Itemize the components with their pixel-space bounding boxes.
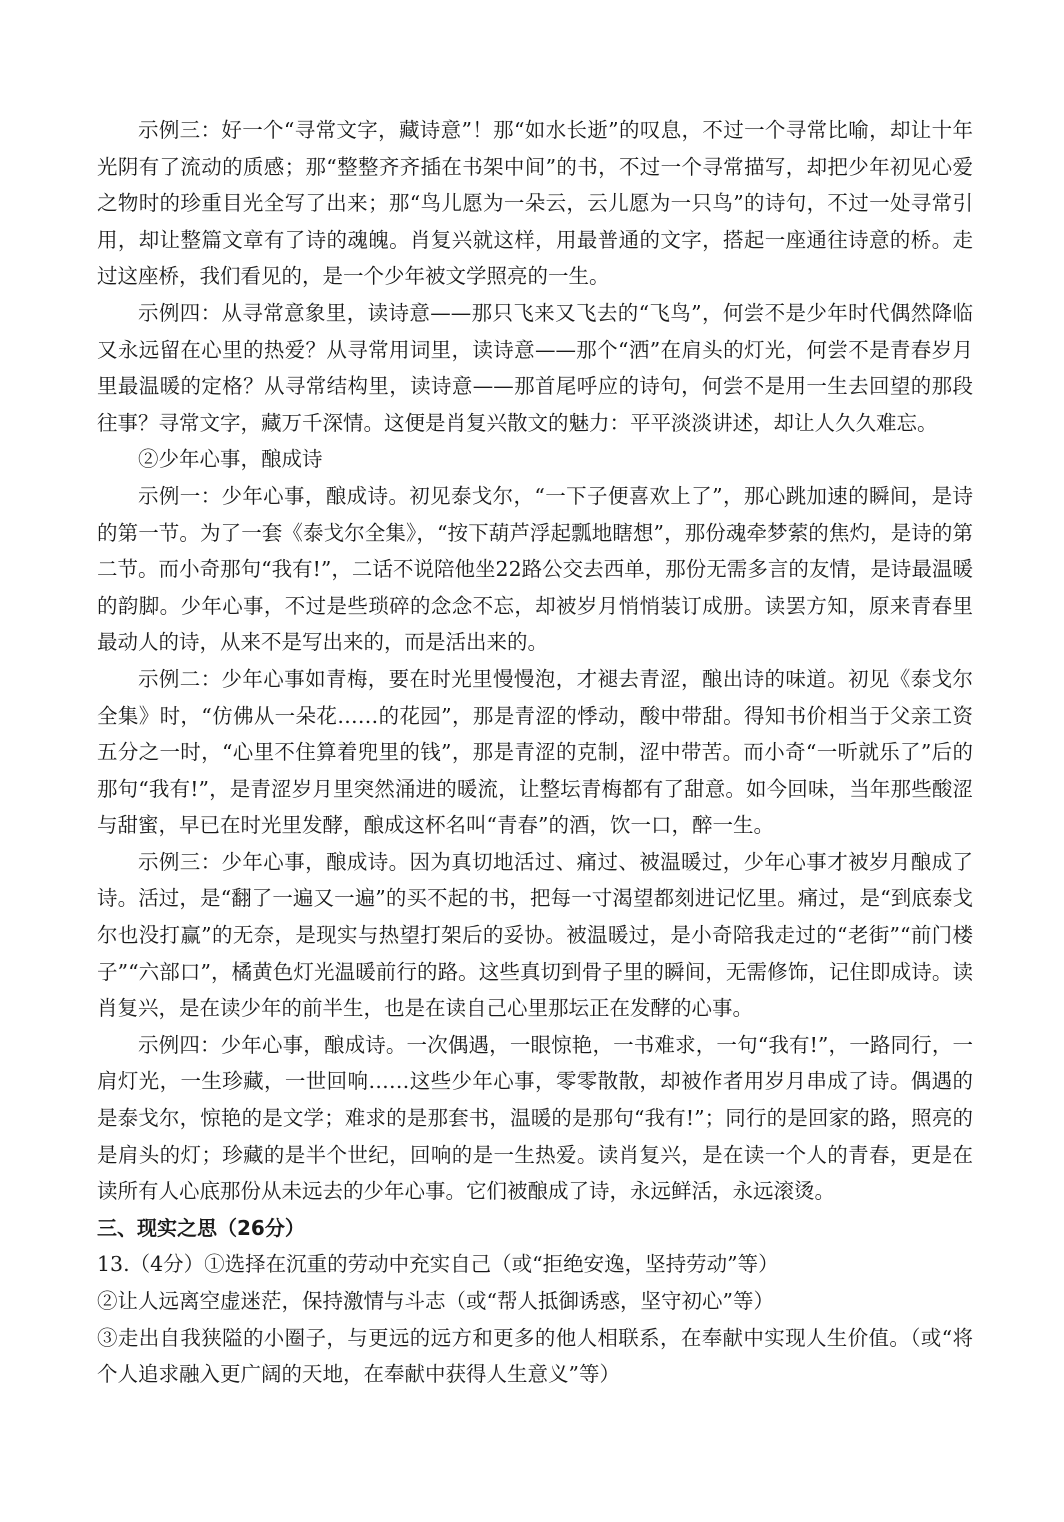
example-paragraph: 示例二：少年心事如青梅，要在时光里慢慢泡，才褪去青涩，酿出诗的味道。初见《泰戈尔全集》时，“仿佛从一朵花……的花园”，那是青涩的悸动，酸中带甜。得知书价相当于父亲工资五分之一时，“心里不住算着兜里的钱”，那是青涩的克制，涩中带苦。而小奇“一听就乐了”后的那句“我有!”，是青涩岁月里突然涌进的暖流，让整坛青梅都有了甜意。如今回味，当年那些酸涩与甜蜜，早已在时光里发酵，酿成这杯名叫“青春”的酒，饮一口，醉一生。 xyxy=(97,666,973,838)
answer-line: 13.（4分）①选择在沉重的劳动中充实自己（或“拒绝安逸，坚持劳动”等） xyxy=(97,1252,779,1277)
answer-line: ②让人远离空虚迷茫，保持激情与斗志（或“帮人抵御诱惑，坚守初心”等） xyxy=(97,1289,774,1313)
example-paragraph: 示例三：少年心事，酿成诗。因为真切地活过、痛过、被温暖过，少年心事才被岁月酿成了诗。活过，是“翻了一遍又一遍”的买不起的书，把每一寸渴望都刻进记忆里。痛过，是“到底泰戈尔也没打赢”的无奈，是现实与热望打架后的妥协。被温暖过，是小奇陪我走过的“老街”“前门楼子”“六部口”，橘黄色灯光温暖前行的路。这些真切到骨子里的瞬间，无需修饰，记住即成诗。读肖复兴，是在读少年的前半生，也是在读自己心里那坛正在发酵的心事。 xyxy=(97,849,973,1021)
document-page xyxy=(97,112,973,1393)
sub-heading: ②少年心事，酿成诗 xyxy=(138,447,323,472)
example-paragraph: 示例一：少年心事，酿成诗。初见泰戈尔，“一下子便喜欢上了”，那心跳加速的瞬间，是诗的第一节。为了一套《泰戈尔全集》，“按下葫芦浮起瓢地瞎想”，那份魂牵梦萦的焦灼，是诗的第二节。而小奇那句“我有!”，二话不说陪他坐22路公交去西单，那份无需多言的友情，是诗最温暖的韵脚。少年心事，不过是些琐碎的念念不忘，却被岁月悄悄装订成册。读罢方知，原来青春里最动人的诗，从来不是写出来的，而是活出来的。 xyxy=(97,483,973,655)
answer-line: ③走出自我狭隘的小圈子，与更远的远方和更多的他人相联系，在奉献中实现人生价值。（或“将个人追求融入更广阔的天地，在奉献中获得人生意义”等） xyxy=(97,1325,973,1387)
example-paragraph: 示例三：好一个“寻常文字，藏诗意”！那“如水长逝”的叹息，不过一个寻常比喻，却让十年光阴有了流动的质感；那“整整齐齐插在书架中间”的书，不过一个寻常描写，却把少年初见心爱之物时的珍重目光全写了出来；那“鸟儿愿为一朵云，云儿愿为一只鸟”的诗句，不过一处寻常引用，却让整篇文章有了诗的魂魄。肖复兴就这样，用最普通的文字，搭起一座通往诗意的桥。走过这座桥，我们看见的，是一个少年被文学照亮的一生。 xyxy=(97,118,973,289)
example-paragraph: 示例四：少年心事，酿成诗。一次偶遇，一眼惊艳，一书难求，一句“我有!”，一路同行，一肩灯光，一生珍藏，一世回响……这些少年心事，零零散散，却被作者用岁月串成了诗。偶遇的是泰戈尔，惊艳的是文学；难求的是那套书，温暖的是那句“我有!”；同行的是回家的路，照亮的是肩头的灯；珍藏的是半个世纪，回响的是一生热爱。读肖复兴，是在读一个人的青春，更是在读所有人心底那份从未远去的少年心事。它们被酿成了诗，永远鲜活，永远滚烫。 xyxy=(97,1032,973,1204)
example-paragraph: 示例四：从寻常意象里，读诗意——那只飞来又飞去的“飞鸟”，何尝不是少年时代偶然降临又永远留在心里的热爱？从寻常用词里，读诗意——那个“洒”在肩头的灯光，何尝不是青春岁月里最温暖的定格？从寻常结构里，读诗意——那首尾呼应的诗句，何尝不是用一生去回望的那段往事？寻常文字，藏万千深情。这便是肖复兴散文的魅力：平平淡淡讲述，却让人久久难忘。 xyxy=(97,300,973,435)
section-heading: 三、现实之思（26分） xyxy=(97,1215,305,1240)
